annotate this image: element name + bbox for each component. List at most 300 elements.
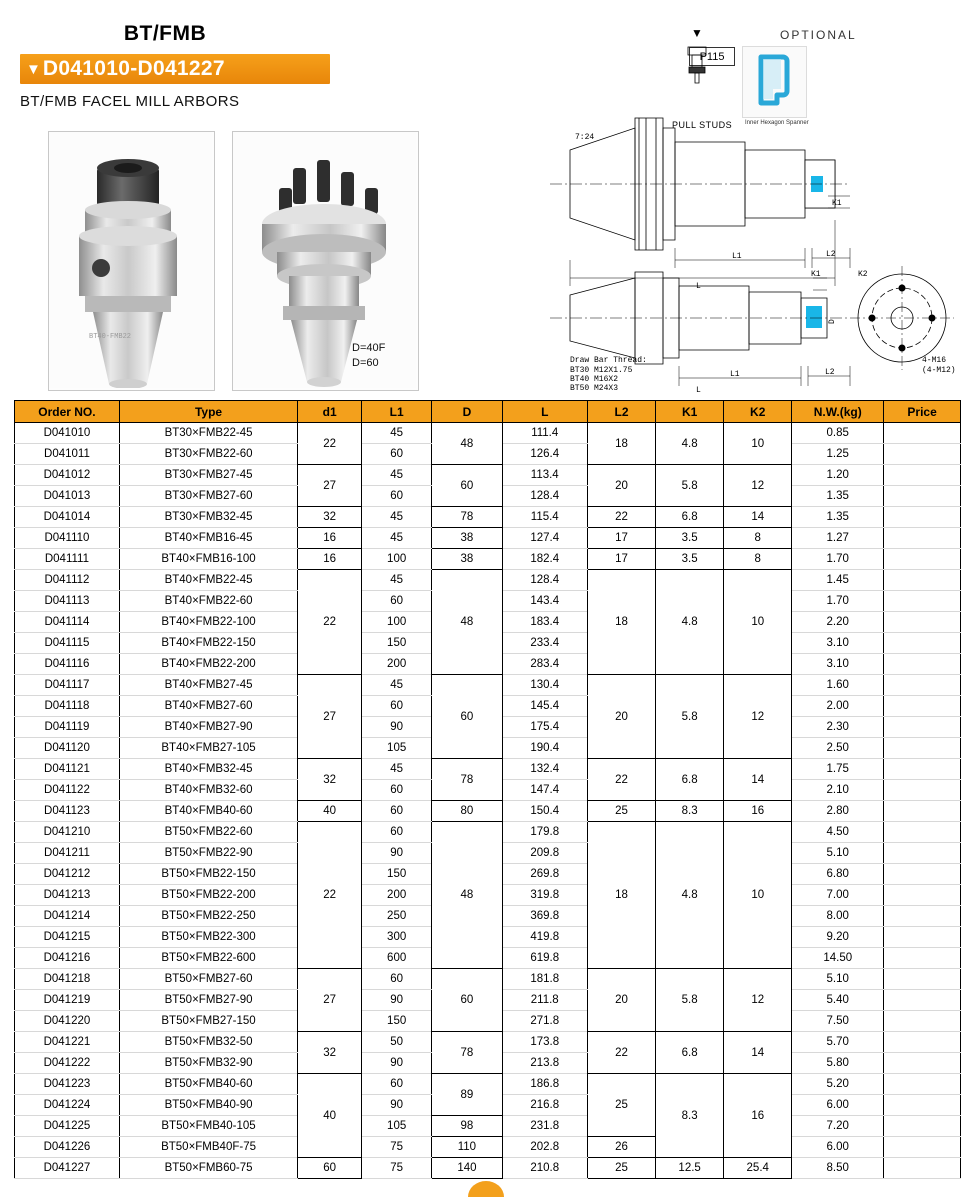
cell-d1: 22 — [298, 570, 362, 675]
svg-text:4-M16: 4-M16 — [922, 356, 947, 365]
cell-l1: 300 — [362, 927, 432, 948]
table-row — [15, 675, 961, 696]
photo-caption-d40f: D=40F — [352, 342, 386, 354]
col-k2: K2 — [724, 401, 792, 423]
cell-type: BT50×FMB27-90 — [119, 990, 297, 1011]
svg-text:L1: L1 — [732, 252, 742, 261]
draw-bar-note-title: Draw Bar Thread: — [570, 356, 647, 365]
cell-L: 175.4 — [502, 717, 587, 738]
cell-order-no: D041115 — [15, 633, 120, 654]
cell-price — [884, 486, 961, 507]
cell-k1: 8.3 — [656, 801, 724, 822]
cell-type: BT40×FMB27-45 — [119, 675, 297, 696]
cell-l1: 60 — [362, 444, 432, 465]
cell-k2: 16 — [724, 801, 792, 822]
cell-nw: 3.10 — [792, 633, 884, 654]
cell-price — [884, 1158, 961, 1179]
cell-order-no: D041116 — [15, 654, 120, 675]
cell-k2: 8 — [724, 549, 792, 570]
cell-l2: 26 — [587, 1137, 655, 1158]
cell-order-no: D041123 — [15, 801, 120, 822]
cell-price — [884, 1053, 961, 1074]
cell-price — [884, 780, 961, 801]
cell-type: BT50×FMB22-250 — [119, 906, 297, 927]
cell-D: 38 — [432, 549, 502, 570]
table-row — [15, 822, 961, 843]
cell-L: 233.4 — [502, 633, 587, 654]
cell-price — [884, 927, 961, 948]
cell-L: 128.4 — [502, 486, 587, 507]
cell-nw: 6.00 — [792, 1095, 884, 1116]
cell-nw: 2.80 — [792, 801, 884, 822]
cell-nw: 1.27 — [792, 528, 884, 549]
cell-order-no: D041223 — [15, 1074, 120, 1095]
cell-d1: 16 — [298, 549, 362, 570]
cell-type: BT40×FMB16-45 — [119, 528, 297, 549]
cell-type: BT30×FMB32-45 — [119, 507, 297, 528]
cell-k2: 12 — [724, 675, 792, 759]
cell-k2: 10 — [724, 822, 792, 969]
cell-type: BT50×FMB27-60 — [119, 969, 297, 990]
cell-order-no: D041011 — [15, 444, 120, 465]
cell-order-no: D041113 — [15, 591, 120, 612]
cell-k1: 3.5 — [656, 528, 724, 549]
cell-l2: 22 — [587, 507, 655, 528]
cell-L: 113.4 — [502, 465, 587, 486]
cell-d1: 27 — [298, 675, 362, 759]
cell-k2: 12 — [724, 969, 792, 1032]
cell-nw: 6.00 — [792, 1137, 884, 1158]
cell-nw: 2.10 — [792, 780, 884, 801]
cell-d1: 32 — [298, 759, 362, 801]
cell-nw: 0.85 — [792, 423, 884, 444]
cell-price — [884, 969, 961, 990]
cell-L: 211.8 — [502, 990, 587, 1011]
cell-l1: 75 — [362, 1158, 432, 1179]
cell-order-no: D041112 — [15, 570, 120, 591]
cell-order-no: D041218 — [15, 969, 120, 990]
cell-type: BT40×FMB22-100 — [119, 612, 297, 633]
cell-price — [884, 1116, 961, 1137]
cell-price — [884, 612, 961, 633]
cell-d1: 32 — [298, 507, 362, 528]
cell-k1: 4.8 — [656, 423, 724, 465]
cell-l1: 60 — [362, 1074, 432, 1095]
cell-type: BT50×FMB32-90 — [119, 1053, 297, 1074]
cell-price — [884, 591, 961, 612]
table-row — [15, 1158, 961, 1179]
cell-L: 150.4 — [502, 801, 587, 822]
technical-drawing — [430, 10, 975, 395]
svg-text:L2: L2 — [826, 250, 836, 259]
pull-studs-label: PULL STUDS — [672, 120, 733, 130]
svg-text:(4-M12): (4-M12) — [922, 366, 956, 375]
cell-L: 190.4 — [502, 738, 587, 759]
cell-type: BT40×FMB27-60 — [119, 696, 297, 717]
cell-k1: 6.8 — [656, 1032, 724, 1074]
col-k1: K1 — [656, 401, 724, 423]
cell-price — [884, 864, 961, 885]
cell-L: 619.8 — [502, 948, 587, 969]
col-l2: L2 — [587, 401, 655, 423]
cell-L: 181.8 — [502, 969, 587, 990]
cell-d1: 40 — [298, 801, 362, 822]
cell-k1: 4.8 — [656, 822, 724, 969]
code-range-text: D041010-D041227 — [42, 57, 225, 80]
table-row — [15, 528, 961, 549]
cell-L: 128.4 — [502, 570, 587, 591]
cell-k1: 4.8 — [656, 570, 724, 675]
cell-type: BT50×FMB40-105 — [119, 1116, 297, 1137]
cell-price — [884, 906, 961, 927]
svg-text:L2: L2 — [825, 368, 835, 377]
cell-l1: 45 — [362, 528, 432, 549]
cell-L: 202.8 — [502, 1137, 587, 1158]
cell-nw: 1.25 — [792, 444, 884, 465]
cell-l1: 60 — [362, 696, 432, 717]
cell-l1: 90 — [362, 990, 432, 1011]
cell-price — [884, 801, 961, 822]
cell-price — [884, 822, 961, 843]
cell-l2: 18 — [587, 570, 655, 675]
cell-L: 210.8 — [502, 1158, 587, 1179]
cell-type: BT50×FMB22-90 — [119, 843, 297, 864]
cell-type: BT50×FMB32-50 — [119, 1032, 297, 1053]
spanner-caption: Inner Hexagon Spanner — [745, 120, 809, 126]
cell-l1: 75 — [362, 1137, 432, 1158]
cell-d1: 60 — [298, 1158, 362, 1179]
spec-table — [14, 400, 961, 1179]
cell-nw: 7.20 — [792, 1116, 884, 1137]
cell-l2: 18 — [587, 822, 655, 969]
table-row — [15, 507, 961, 528]
cell-price — [884, 444, 961, 465]
cell-k2: 14 — [724, 1032, 792, 1074]
cell-nw: 14.50 — [792, 948, 884, 969]
cell-order-no: D041216 — [15, 948, 120, 969]
cell-nw: 5.80 — [792, 1053, 884, 1074]
cell-D: 60 — [432, 969, 502, 1032]
col-l1: L1 — [362, 401, 432, 423]
cell-nw: 1.75 — [792, 759, 884, 780]
svg-text:BT40-FMB22: BT40-FMB22 — [89, 333, 132, 341]
cell-order-no: D041114 — [15, 612, 120, 633]
cell-l1: 600 — [362, 948, 432, 969]
cell-order-no: D041119 — [15, 717, 120, 738]
cell-type: BT40×FMB27-90 — [119, 717, 297, 738]
cell-type: BT40×FMB22-45 — [119, 570, 297, 591]
cell-type: BT50×FMB22-200 — [119, 885, 297, 906]
cell-L: 419.8 — [502, 927, 587, 948]
cell-l1: 90 — [362, 1053, 432, 1074]
cell-order-no: D041014 — [15, 507, 120, 528]
table-row — [15, 423, 961, 444]
cell-l1: 60 — [362, 969, 432, 990]
cell-k1: 5.8 — [656, 969, 724, 1032]
code-range-banner — [20, 54, 330, 84]
cell-L: 126.4 — [502, 444, 587, 465]
cell-order-no: D041215 — [15, 927, 120, 948]
cell-order-no: D041117 — [15, 675, 120, 696]
cell-k2: 10 — [724, 570, 792, 675]
cell-L: 271.8 — [502, 1011, 587, 1032]
cell-price — [884, 1032, 961, 1053]
svg-text:L: L — [696, 282, 701, 291]
cell-nw: 7.50 — [792, 1011, 884, 1032]
cell-D: 60 — [432, 675, 502, 759]
svg-text:K2: K2 — [858, 270, 868, 279]
cell-order-no: D041010 — [15, 423, 120, 444]
cell-L: 147.4 — [502, 780, 587, 801]
product-photo-1 — [48, 131, 215, 391]
cell-L: 130.4 — [502, 675, 587, 696]
cell-order-no: D041013 — [15, 486, 120, 507]
cell-type: BT40×FMB32-45 — [119, 759, 297, 780]
cell-nw: 1.70 — [792, 591, 884, 612]
cell-price — [884, 507, 961, 528]
svg-text:K1: K1 — [832, 199, 842, 208]
cell-k2: 14 — [724, 507, 792, 528]
cell-D: 48 — [432, 423, 502, 465]
cell-nw: 1.20 — [792, 465, 884, 486]
cell-k1: 5.8 — [656, 465, 724, 507]
cell-k1: 8.3 — [656, 1074, 724, 1158]
cell-l1: 250 — [362, 906, 432, 927]
cell-l1: 60 — [362, 591, 432, 612]
cell-L: 209.8 — [502, 843, 587, 864]
cell-price — [884, 1074, 961, 1095]
cell-D: 140 — [432, 1158, 502, 1179]
cell-L: 115.4 — [502, 507, 587, 528]
cell-type: BT40×FMB22-200 — [119, 654, 297, 675]
cell-price — [884, 570, 961, 591]
cell-type: BT50×FMB22-300 — [119, 927, 297, 948]
cell-type: BT40×FMB22-60 — [119, 591, 297, 612]
cell-D: 78 — [432, 759, 502, 801]
cell-k1: 6.8 — [656, 507, 724, 528]
cell-l1: 105 — [362, 1116, 432, 1137]
cell-price — [884, 948, 961, 969]
svg-text:K1: K1 — [811, 270, 821, 279]
cell-type: BT50×FMB27-150 — [119, 1011, 297, 1032]
cell-l1: 90 — [362, 843, 432, 864]
cell-l1: 45 — [362, 507, 432, 528]
cell-d1: 22 — [298, 423, 362, 465]
cell-nw: 1.45 — [792, 570, 884, 591]
cell-L: 183.4 — [502, 612, 587, 633]
cell-k2: 12 — [724, 465, 792, 507]
cell-price — [884, 738, 961, 759]
cell-l1: 105 — [362, 738, 432, 759]
table-row — [15, 1032, 961, 1053]
cell-l1: 45 — [362, 465, 432, 486]
table-row — [15, 570, 961, 591]
svg-text:BT50 M24X3: BT50 M24X3 — [570, 384, 619, 393]
cell-type: BT50×FMB22-150 — [119, 864, 297, 885]
cell-price — [884, 654, 961, 675]
cell-l1: 90 — [362, 1095, 432, 1116]
cell-d1: 22 — [298, 822, 362, 969]
footer-ornament — [468, 1181, 504, 1197]
cell-order-no: D041110 — [15, 528, 120, 549]
table-row — [15, 1074, 961, 1095]
cell-l1: 90 — [362, 717, 432, 738]
col-l: L — [502, 401, 587, 423]
cell-k2: 8 — [724, 528, 792, 549]
cell-nw: 7.00 — [792, 885, 884, 906]
cell-nw: 2.20 — [792, 612, 884, 633]
cell-l2: 25 — [587, 1074, 655, 1137]
cell-nw: 5.10 — [792, 843, 884, 864]
cell-price — [884, 990, 961, 1011]
cell-D: 60 — [432, 465, 502, 507]
cell-order-no: D041212 — [15, 864, 120, 885]
cell-nw: 9.20 — [792, 927, 884, 948]
cell-price — [884, 759, 961, 780]
cell-l1: 100 — [362, 549, 432, 570]
cell-order-no: D041210 — [15, 822, 120, 843]
cell-l1: 150 — [362, 1011, 432, 1032]
cell-nw: 2.50 — [792, 738, 884, 759]
cell-order-no: D041120 — [15, 738, 120, 759]
cell-L: 283.4 — [502, 654, 587, 675]
cell-l2: 17 — [587, 549, 655, 570]
cell-l2: 20 — [587, 969, 655, 1032]
cell-l1: 150 — [362, 633, 432, 654]
cell-type: BT40×FMB16-100 — [119, 549, 297, 570]
header-block — [20, 22, 420, 110]
cell-price — [884, 549, 961, 570]
cell-order-no: D041012 — [15, 465, 120, 486]
cell-D: 98 — [432, 1116, 502, 1137]
cell-L: 231.8 — [502, 1116, 587, 1137]
cell-nw: 6.80 — [792, 864, 884, 885]
cell-d1: 27 — [298, 465, 362, 507]
cell-d1: 32 — [298, 1032, 362, 1074]
cell-price — [884, 885, 961, 906]
triangle-icon: ▼ — [26, 60, 41, 78]
cell-price — [884, 717, 961, 738]
cell-l2: 25 — [587, 801, 655, 822]
cell-d1: 27 — [298, 969, 362, 1032]
cell-price — [884, 423, 961, 444]
cell-price — [884, 843, 961, 864]
cell-d1: 16 — [298, 528, 362, 549]
cell-l1: 60 — [362, 780, 432, 801]
cell-l1: 150 — [362, 864, 432, 885]
product-photo-2 — [232, 131, 419, 391]
cell-type: BT30×FMB27-60 — [119, 486, 297, 507]
col-d: D — [432, 401, 502, 423]
cell-order-no: D041214 — [15, 906, 120, 927]
cell-type: BT50×FMB22-600 — [119, 948, 297, 969]
cell-price — [884, 1095, 961, 1116]
cell-L: 111.4 — [502, 423, 587, 444]
cell-l2: 20 — [587, 675, 655, 759]
cell-price — [884, 465, 961, 486]
cell-nw: 1.35 — [792, 486, 884, 507]
cell-price — [884, 1137, 961, 1158]
cell-order-no: D041221 — [15, 1032, 120, 1053]
cell-l2: 22 — [587, 759, 655, 801]
p115-badge: P115 — [689, 47, 735, 66]
cell-order-no: D041222 — [15, 1053, 120, 1074]
table-row — [15, 465, 961, 486]
cell-l1: 50 — [362, 1032, 432, 1053]
cell-L: 269.8 — [502, 864, 587, 885]
cell-order-no: D041219 — [15, 990, 120, 1011]
cell-l2: 25 — [587, 1158, 655, 1179]
cell-price — [884, 1011, 961, 1032]
cell-l2: 18 — [587, 423, 655, 465]
col-order-no: Order NO. — [15, 401, 120, 423]
cell-type: BT30×FMB27-45 — [119, 465, 297, 486]
cell-l1: 100 — [362, 612, 432, 633]
cell-l1: 60 — [362, 801, 432, 822]
cell-L: 319.8 — [502, 885, 587, 906]
cell-type: BT40×FMB40-60 — [119, 801, 297, 822]
cell-D: 48 — [432, 570, 502, 675]
table-header-row — [15, 401, 961, 423]
cell-D: 110 — [432, 1137, 502, 1158]
cell-nw: 1.35 — [792, 507, 884, 528]
svg-text:BT40 M16X2: BT40 M16X2 — [570, 375, 619, 384]
cell-order-no: D041118 — [15, 696, 120, 717]
cell-D: 80 — [432, 801, 502, 822]
cell-L: 186.8 — [502, 1074, 587, 1095]
cell-k2: 10 — [724, 423, 792, 465]
cell-nw: 3.10 — [792, 654, 884, 675]
cell-nw: 1.60 — [792, 675, 884, 696]
page-title: BT/FMB — [123, 22, 207, 45]
cell-nw: 5.10 — [792, 969, 884, 990]
cell-D: 78 — [432, 507, 502, 528]
cell-l1: 60 — [362, 486, 432, 507]
cell-type: BT40×FMB22-150 — [119, 633, 297, 654]
cell-type: BT50×FMB40-60 — [119, 1074, 297, 1095]
cell-order-no: D041121 — [15, 759, 120, 780]
cell-L: 127.4 — [502, 528, 587, 549]
cell-L: 143.4 — [502, 591, 587, 612]
cell-L: 369.8 — [502, 906, 587, 927]
col-nw: N.W.(kg) — [792, 401, 884, 423]
cell-l1: 45 — [362, 759, 432, 780]
cell-l2: 22 — [587, 1032, 655, 1074]
cell-price — [884, 696, 961, 717]
cell-type: BT40×FMB32-60 — [119, 780, 297, 801]
cell-l1: 45 — [362, 675, 432, 696]
cell-order-no: D041211 — [15, 843, 120, 864]
table-row — [15, 801, 961, 822]
cell-type: BT50×FMB40F-75 — [119, 1137, 297, 1158]
cell-L: 145.4 — [502, 696, 587, 717]
cell-k1: 12.5 — [656, 1158, 724, 1179]
table-row — [15, 549, 961, 570]
cell-l1: 60 — [362, 822, 432, 843]
cell-l2: 20 — [587, 465, 655, 507]
cell-order-no: D041226 — [15, 1137, 120, 1158]
col-type: Type — [119, 401, 297, 423]
cell-type: BT40×FMB27-105 — [119, 738, 297, 759]
cell-L: 173.8 — [502, 1032, 587, 1053]
svg-text:7:24: 7:24 — [575, 133, 595, 142]
cell-price — [884, 675, 961, 696]
cell-D: 89 — [432, 1074, 502, 1116]
table-row — [15, 759, 961, 780]
cell-D: 78 — [432, 1032, 502, 1074]
table-row — [15, 1137, 961, 1158]
cell-type: BT50×FMB60-75 — [119, 1158, 297, 1179]
